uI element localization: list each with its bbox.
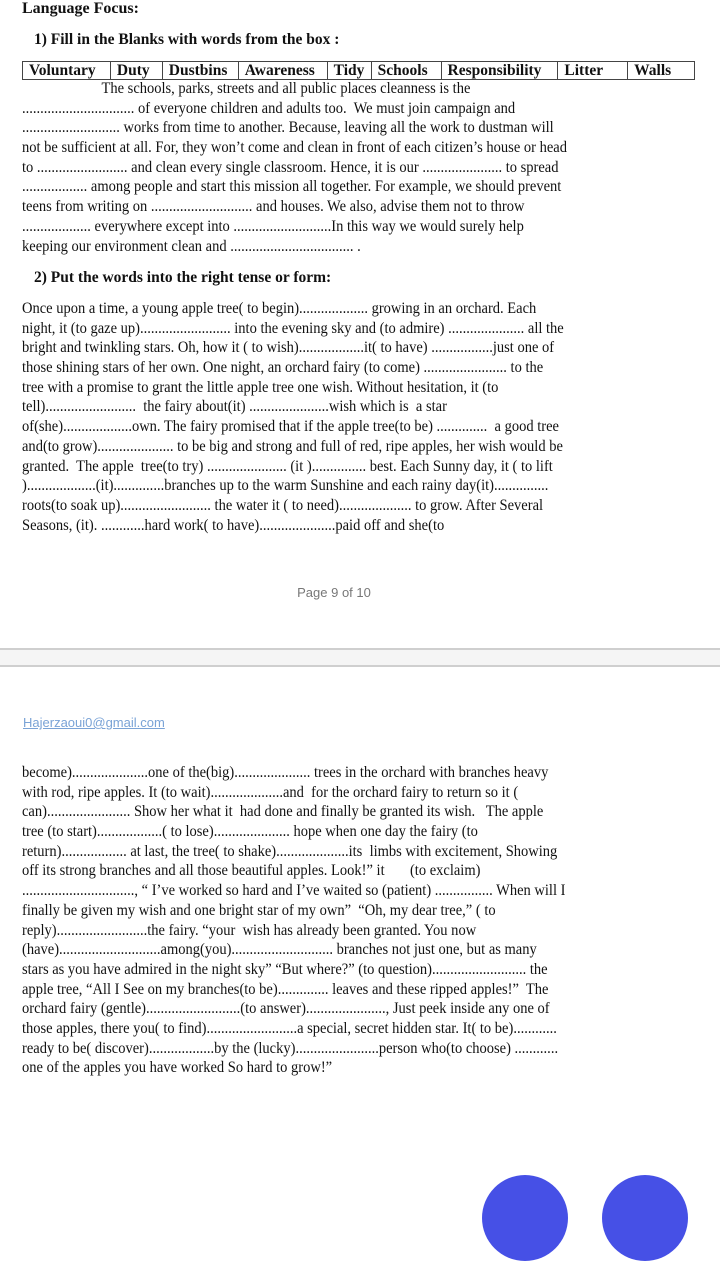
text-line: keeping our environment clean and .................................. .	[22, 237, 361, 255]
word-box	[22, 61, 695, 80]
word-box-cell: Responsibility	[441, 62, 558, 80]
word-box-cell: Dustbins	[162, 62, 238, 80]
word-box-cell: Voluntary	[23, 62, 111, 80]
exercise-1-paragraph	[22, 79, 712, 256]
floating-action-button[interactable]	[482, 1175, 568, 1261]
exercise-2-title: 2) Put the words into the right tense or form:	[34, 269, 332, 286]
text-line: teens from writing on ............................ and houses. We also, advise them not to throw	[22, 198, 525, 216]
text-line: Seasons, (it). ............hard work( to have).....................paid off and she(to	[22, 516, 445, 534]
text-line: Once upon a time, a young apple tree( to begin)................... growing in an orchard. Each	[22, 300, 537, 317]
text-line: off its strong branches and all those beautiful apples. Look!” it (to exclaim)	[22, 862, 481, 880]
word-box-cell: Awareness	[238, 62, 327, 80]
text-line: stars as you have admired in the night sky” “But where?” (to question).......................... the	[22, 960, 548, 978]
word-box-cell: Litter	[558, 62, 628, 80]
text-line: ..............................., “ I’ve worked so hard and I’ve waited so (patient) ................ When will I	[22, 882, 566, 900]
text-line: with rod, ripe apples. It (to wait)....................and for the orchard fairy to return so it (	[22, 783, 519, 801]
text-line: roots(to soak up)......................... the water it ( to need).................... to grow. After Several	[22, 496, 544, 514]
word-box-cell: Tidy	[327, 62, 371, 80]
text-line: ........................... works from time to another. Because, leaving all the work to dustman will	[22, 119, 554, 137]
text-line: finally be given my wish and one bright star of my own” “Oh, my dear tree,” ( to	[22, 901, 496, 919]
text-line: )...................(it)..............branches up to the warm Sunshine and each rainy day(it)...............	[22, 477, 549, 495]
text-line: granted. The apple tree(to try) ...................... (it )............... best. Each Sunny day, it ( to lift	[22, 457, 553, 475]
text-line: ................... everywhere except into ...........................In this way we would surely help	[22, 217, 524, 235]
text-line: one of the apples you have worked So hard to grow!”	[22, 1059, 333, 1077]
section-heading: Language Focus:	[22, 0, 139, 17]
text-line: bright and twinkling stars. Oh, how it ( to wish)..................it( to have) .................just one of	[22, 339, 555, 357]
exercise-1-title: 1) Fill in the Blanks with words from the box :	[34, 31, 340, 48]
text-line: tree with a promise to grant the little apple tree one wish. Without hesitation, it (to	[22, 378, 499, 396]
text-line: orchard fairy (gentle)..........................(to answer)......................, Just peek inside any one of	[22, 1000, 550, 1018]
exercise-2-story	[22, 299, 712, 535]
text-line: to ......................... and clean every single classroom. Hence, it is our ...................... to spread	[22, 158, 559, 176]
word-box-cell: Walls	[628, 62, 695, 80]
page-number: Page 9 of 10	[297, 585, 371, 600]
word-box-cell: Schools	[371, 62, 441, 80]
text-line: The schools, parks, streets and all public places cleanness is the	[22, 80, 471, 97]
word-box-cell: Duty	[110, 62, 162, 80]
text-line: of(she)...................own. The fairy promised that if the apple tree(to be) .............. a good tree	[22, 418, 559, 436]
text-line: .................. among people and start this mission all together. For example, we should prevent	[22, 178, 562, 196]
header-email-link[interactable]: Hajerzaoui0@gmail.com	[23, 715, 165, 730]
text-line: those apples, there you( to find).........................a special, secret hidden star. It( to be)............	[22, 1019, 557, 1037]
text-line: tell)......................... the fairy about(it) ......................wish which is a star	[22, 398, 447, 416]
text-line: reply).........................the fairy. “your wish has already been granted. You now	[22, 921, 477, 939]
text-line: tree (to start)..................( to lose)..................... hope when one day the fairy (to	[22, 823, 478, 841]
text-line: become).....................one of the(big)..................... trees in the orchard with branches heavy	[22, 764, 549, 781]
floating-action-button[interactable]	[602, 1175, 688, 1261]
text-line: ............................... of everyone children and adults too. We must join campaign and	[22, 99, 516, 117]
text-line: (have)............................among(you)............................ branches not just one, but as many	[22, 941, 537, 959]
text-line: apple tree, “All I See on my branches(to be).............. leaves and these ripped apples!” The	[22, 980, 549, 998]
text-line: ready to be( discover)..................by the (lucky).......................person who(to choose) ............	[22, 1039, 559, 1057]
text-line: night, it (to gaze up)......................... into the evening sky and (to admire) ..................... all the	[22, 319, 564, 337]
exercise-2-story-continued	[22, 763, 712, 1078]
text-line: not be sufficient at all. For, they won’t come and clean in front of each citizen’s house or head	[22, 139, 567, 157]
text-line: those shining stars of her own. One night, an orchard fairy (to come) ....................... to the	[22, 359, 544, 377]
text-line: can)....................... Show her what it had done and finally be granted its wish. The apple	[22, 803, 544, 821]
page-separator	[0, 648, 720, 667]
text-line: return).................. at last, the tree( to shake)....................its limbs with excitement, Showing	[22, 842, 558, 860]
text-line: and(to grow)..................... to be big and strong and full of red, ripe apples, her wish would be	[22, 437, 563, 455]
